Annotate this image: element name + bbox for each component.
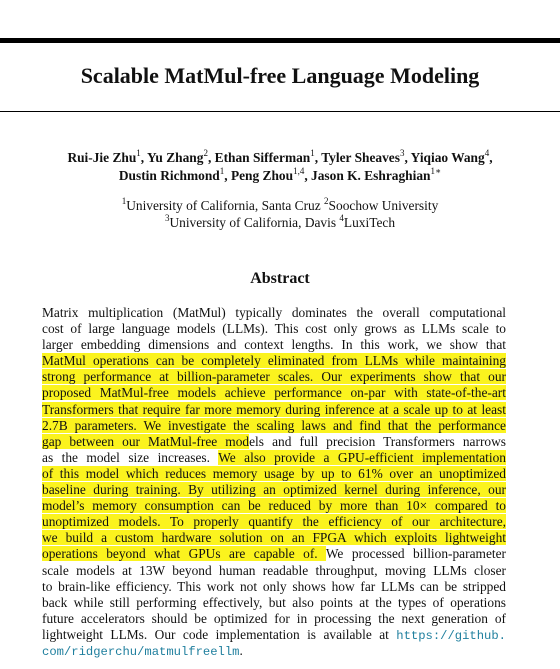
highlighted-text: gap between our MatMul-free mod [42,433,250,449]
abstract-body [42,305,506,659]
author-separator: , [207,150,215,165]
abstract-text: We processed billion-parameter [325,546,507,562]
abstract-heading: Abstract [250,270,310,287]
author-affiliation-mark: 4 [484,147,490,158]
author-block [20,149,540,185]
abstract-line [42,402,506,418]
code-repo-link[interactable]: com/ridgerchu/matmulfreellm [42,644,240,659]
abstract-line [42,434,506,450]
abstract-line [42,482,506,498]
affiliation-name: University of California, Davis [169,215,340,230]
highlighted-text: unoptimized models. To properly quantify the efficiency of our architecture, [42,514,506,530]
abstract-text: els and full precision Transformers narrows [249,433,506,449]
highlighted-text: proposed MatMul-free models achieve performance on-par with state-of-the-art [42,385,506,401]
affiliation-name: Soochow University [328,198,439,213]
affiliation-mark: 4 [339,212,344,223]
highlighted-text: We also provide a GPU-efficient implementation [218,449,506,465]
abstract-text: cost of large language models (LLMs). This cost only grows as LLMs scale to [42,321,506,337]
abstract-text: . [239,642,243,658]
abstract-text: larger embedding dimensions and context lengths. In this work, we show that [42,337,506,353]
abstract-text: scale models at 13W beyond human readable throughput, moving LLMs closer [42,562,506,578]
highlighted-text: operations beyond what GPUs are capable of. [42,546,326,562]
abstract-text: to brain-like efficiency. This work not only shows how far LLMs can be stripped [42,578,506,594]
abstract-text: lightweight LLMs. Our code implementation is available at [42,626,397,642]
highlighted-text: MatMul operations can be completely eliminated from LLMs while maintaining [42,353,506,369]
author-name: Yu Zhang [146,150,204,165]
author-affiliation-mark: 1,4 [293,165,305,176]
author-name: Dustin Richmond [118,168,220,183]
author-affiliation-mark: 1 [310,147,315,158]
abstract-text: future accelerators should be optimized for in processing the next generation of [42,610,506,626]
abstract-line [42,337,506,353]
affiliation-mark: 1 [121,195,127,206]
abstract-line [42,369,506,385]
author-separator: , [140,150,147,165]
author-name: Peng Zhou [230,168,294,183]
abstract-line [42,579,506,595]
abstract-line [42,643,506,659]
top-rule [0,38,560,43]
abstract-text: back while still performing effectively, but also points at the types of operations [42,594,506,610]
author-name: Rui-Jie Zhu [67,150,137,165]
abstract-line [42,466,506,482]
author-affiliation-mark: 3 [399,147,405,158]
highlighted-text: Transformers that require far more memory during inference at a scale up to at least [42,401,506,417]
abstract-text: as the model size increases. [42,449,219,465]
abstract-line [42,305,506,321]
abstract-line [42,321,506,337]
highlighted-text: we build a custom hardware solution on an FPGA which exploits lightweight [42,530,506,546]
author-affiliation-mark: 2 [203,147,208,158]
abstract-line [42,595,506,611]
abstract-text: Matrix multiplication (MatMul) typically dominates the overall computational [42,305,506,320]
affiliation-line-2 [0,214,560,231]
abstract-line [42,530,506,546]
author-separator: , [304,168,312,183]
author-separator: , [404,150,411,165]
author-name: Ethan Sifferman [214,150,311,165]
author-line-2 [20,167,540,185]
abstract-line [42,563,506,579]
paper-title: Scalable MatMul-free Language Modeling [80,63,480,88]
affiliation-mark: 2 [324,195,329,206]
affiliation-mark: 3 [164,212,170,223]
highlighted-text: baseline during training. By utilizing an optimized kernel during inference, our [42,482,506,498]
author-separator: , [224,168,231,183]
highlighted-text: of this model which reduces memory usage by up to 61% over an unoptimized [42,465,506,481]
author-affiliation-mark: 1 [219,165,225,176]
highlighted-text: strong performance at billion-parameter scales. Our experiments show that our [42,369,506,385]
abstract-line [42,450,506,466]
affiliation-name: LuxiTech [343,215,396,230]
author-trailing-comma: , [489,150,493,165]
author-line-1 [20,149,540,167]
affiliation-line-1 [0,197,560,214]
author-name: Tyler Sheaves [321,150,400,165]
highlighted-text: model’s memory consumption can be reduced by more than 10× compared to [42,498,506,514]
author-name: Yiqiao Wang [410,150,485,165]
affiliation-name: University of California, Santa Cruz [126,198,325,213]
abstract-line [42,385,506,401]
abstract-line [42,418,506,434]
abstract-line [42,514,506,530]
author-affiliation-mark: 1∗ [430,165,442,176]
affiliation-block [0,197,560,231]
code-repo-link[interactable]: https://github. [396,628,506,643]
abstract-line [42,627,506,643]
title-bottom-rule [0,111,560,112]
abstract-line [42,353,506,369]
author-separator: , [314,150,322,165]
abstract-line [42,498,506,514]
author-affiliation-mark: 1 [136,147,141,158]
author-name: Jason K. Eshraghian [311,168,431,183]
highlighted-text: 2.7B parameters. We investigate the scaling laws and find that the performance [42,417,506,433]
abstract-line [42,611,506,627]
abstract-line [42,546,506,562]
